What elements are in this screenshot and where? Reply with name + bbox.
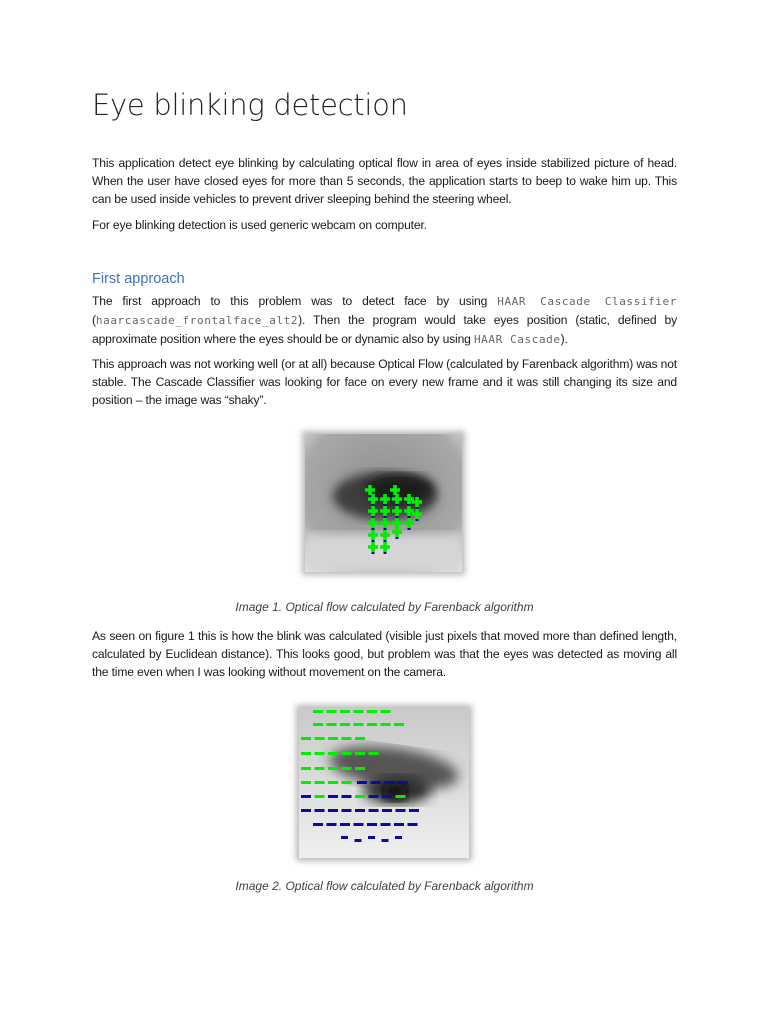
flow-dash <box>301 752 311 755</box>
flow-dash <box>328 781 338 784</box>
flow-dash <box>409 809 419 812</box>
flow-dash <box>315 752 325 755</box>
flow-dash <box>328 767 338 770</box>
flow-dash <box>328 752 338 755</box>
flow-dash <box>381 710 391 713</box>
flow-dash <box>355 839 362 842</box>
flow-dash <box>327 823 337 826</box>
flow-dash <box>368 836 375 839</box>
code-haarcascade-file: haarcascade_frontalface_alt2 <box>95 314 299 327</box>
flow-dash <box>395 836 402 839</box>
flow-dash <box>313 823 323 826</box>
flow-dot <box>372 516 375 518</box>
figure-2-svg <box>299 708 469 858</box>
flow-dash <box>394 723 404 726</box>
flow-dot <box>416 519 419 521</box>
flow-dash <box>342 795 352 798</box>
flow-dash <box>301 767 311 770</box>
flow-dash <box>342 752 352 755</box>
flow-dash <box>354 710 364 713</box>
flow-dot <box>384 528 387 530</box>
text-run: ). <box>560 332 568 346</box>
flow-dash <box>342 767 352 770</box>
flow-dot <box>416 507 419 509</box>
flow-dot <box>396 504 399 506</box>
flow-dash <box>382 795 392 798</box>
flow-dash <box>354 723 364 726</box>
intro-paragraph-2: For eye blinking detection is used generic webcam on computer. <box>92 218 427 232</box>
flow-dash <box>382 809 392 812</box>
flow-dash <box>340 710 350 713</box>
approach-paragraph-3: As seen on figure 1 this is how the blink was calculated (visible just pixels that moved more than defined length, calculated by Euclidean distance). This looks good, but problem was that the eyes was detected as moving all the time even when I was looking without movement on the camera. <box>92 629 677 679</box>
code-haar-cascade: HAAR Cascade <box>473 333 561 346</box>
flow-dash <box>342 737 352 740</box>
flow-dash <box>371 781 381 784</box>
flow-dash <box>327 710 337 713</box>
flow-dash <box>396 809 406 812</box>
flow-dash <box>394 823 404 826</box>
flow-dot <box>372 540 375 542</box>
flow-dot <box>408 528 411 530</box>
flow-dot <box>384 516 387 518</box>
flow-dash <box>340 723 350 726</box>
flow-dash <box>381 723 391 726</box>
document-title: Eye blinking detection <box>92 88 408 122</box>
flow-dash <box>355 809 365 812</box>
text-run: The first approach to this problem was to detect face by using <box>92 294 498 308</box>
flow-dash <box>381 823 391 826</box>
section-heading-first-approach: First approach <box>92 271 185 287</box>
flow-dash <box>369 752 379 755</box>
flow-dash <box>357 781 367 784</box>
code-haar-cascade-classifier: HAAR Cascade Classifier <box>497 295 677 308</box>
flow-dash <box>301 795 311 798</box>
figure-2-optical-flow-image <box>299 708 469 858</box>
intro-paragraph-1: This application detect eye blinking by calculating optical flow in area of eyes inside stabilized picture of head. When the user have closed eyes for more than 5 seconds, the application starts to beep to wake him up. This can be used inside vehicles to prevent driver sleeping behind the steering wheel. <box>92 156 677 206</box>
figure-caption-2: Image 2. Optical flow calculated by Farenback algorithm <box>235 879 534 893</box>
flow-dash <box>315 767 325 770</box>
figure-1-svg <box>305 434 462 572</box>
text-run: ( <box>92 313 96 327</box>
flow-dash <box>396 795 406 798</box>
flow-dot <box>384 552 387 554</box>
flow-dash <box>301 781 311 784</box>
flow-dash <box>369 809 379 812</box>
text-run: ). Then the program would take eyes position (static, defined by approximate position where the eyes should be or dynamic also by using <box>92 313 677 346</box>
flow-dash <box>408 823 418 826</box>
flow-dash <box>313 723 323 726</box>
flow-dash <box>398 781 408 784</box>
figure-caption-1: Image 1. Optical flow calculated by Farenback algorithm <box>235 600 534 614</box>
flow-dash <box>340 823 350 826</box>
flow-dot <box>408 504 411 506</box>
flow-dash <box>355 767 365 770</box>
flow-dash <box>328 795 338 798</box>
approach-paragraph-2: This approach was not working well (or at all) because Optical Flow (calculated by Farenback algorithm) was not stable. The Cascade Classifier was looking for face on every new frame and it was still changing its size and position – the image was “shaky”. <box>92 357 677 407</box>
flow-dash <box>327 723 337 726</box>
flow-dash <box>367 823 377 826</box>
flow-dash <box>354 823 364 826</box>
flow-dash <box>315 795 325 798</box>
approach-paragraph-1 <box>92 292 677 349</box>
flow-dash <box>315 737 325 740</box>
flow-dash <box>355 737 365 740</box>
flow-dash <box>367 723 377 726</box>
flow-dash <box>367 710 377 713</box>
figure-1-optical-flow-image <box>305 434 462 572</box>
flow-dash <box>382 839 389 842</box>
flow-dash <box>328 737 338 740</box>
flow-dash <box>328 809 338 812</box>
flow-dot <box>369 495 372 497</box>
flow-dash <box>315 809 325 812</box>
flow-dash <box>342 781 352 784</box>
flow-dash <box>384 781 394 784</box>
flow-dash <box>313 710 323 713</box>
flow-dot <box>372 552 375 554</box>
flow-dot <box>372 504 375 506</box>
flow-dot <box>396 537 399 539</box>
flow-dash <box>342 809 352 812</box>
flow-dot <box>396 516 399 518</box>
flow-dash <box>341 836 348 839</box>
flow-dot <box>408 516 411 518</box>
flow-dot <box>372 528 375 530</box>
flow-dash <box>369 795 379 798</box>
flow-dash <box>301 737 311 740</box>
flow-dash <box>355 795 365 798</box>
flow-dot <box>384 504 387 506</box>
flow-dot <box>384 540 387 542</box>
flow-dash <box>355 752 365 755</box>
flow-dash <box>301 809 311 812</box>
flow-dash <box>315 781 325 784</box>
